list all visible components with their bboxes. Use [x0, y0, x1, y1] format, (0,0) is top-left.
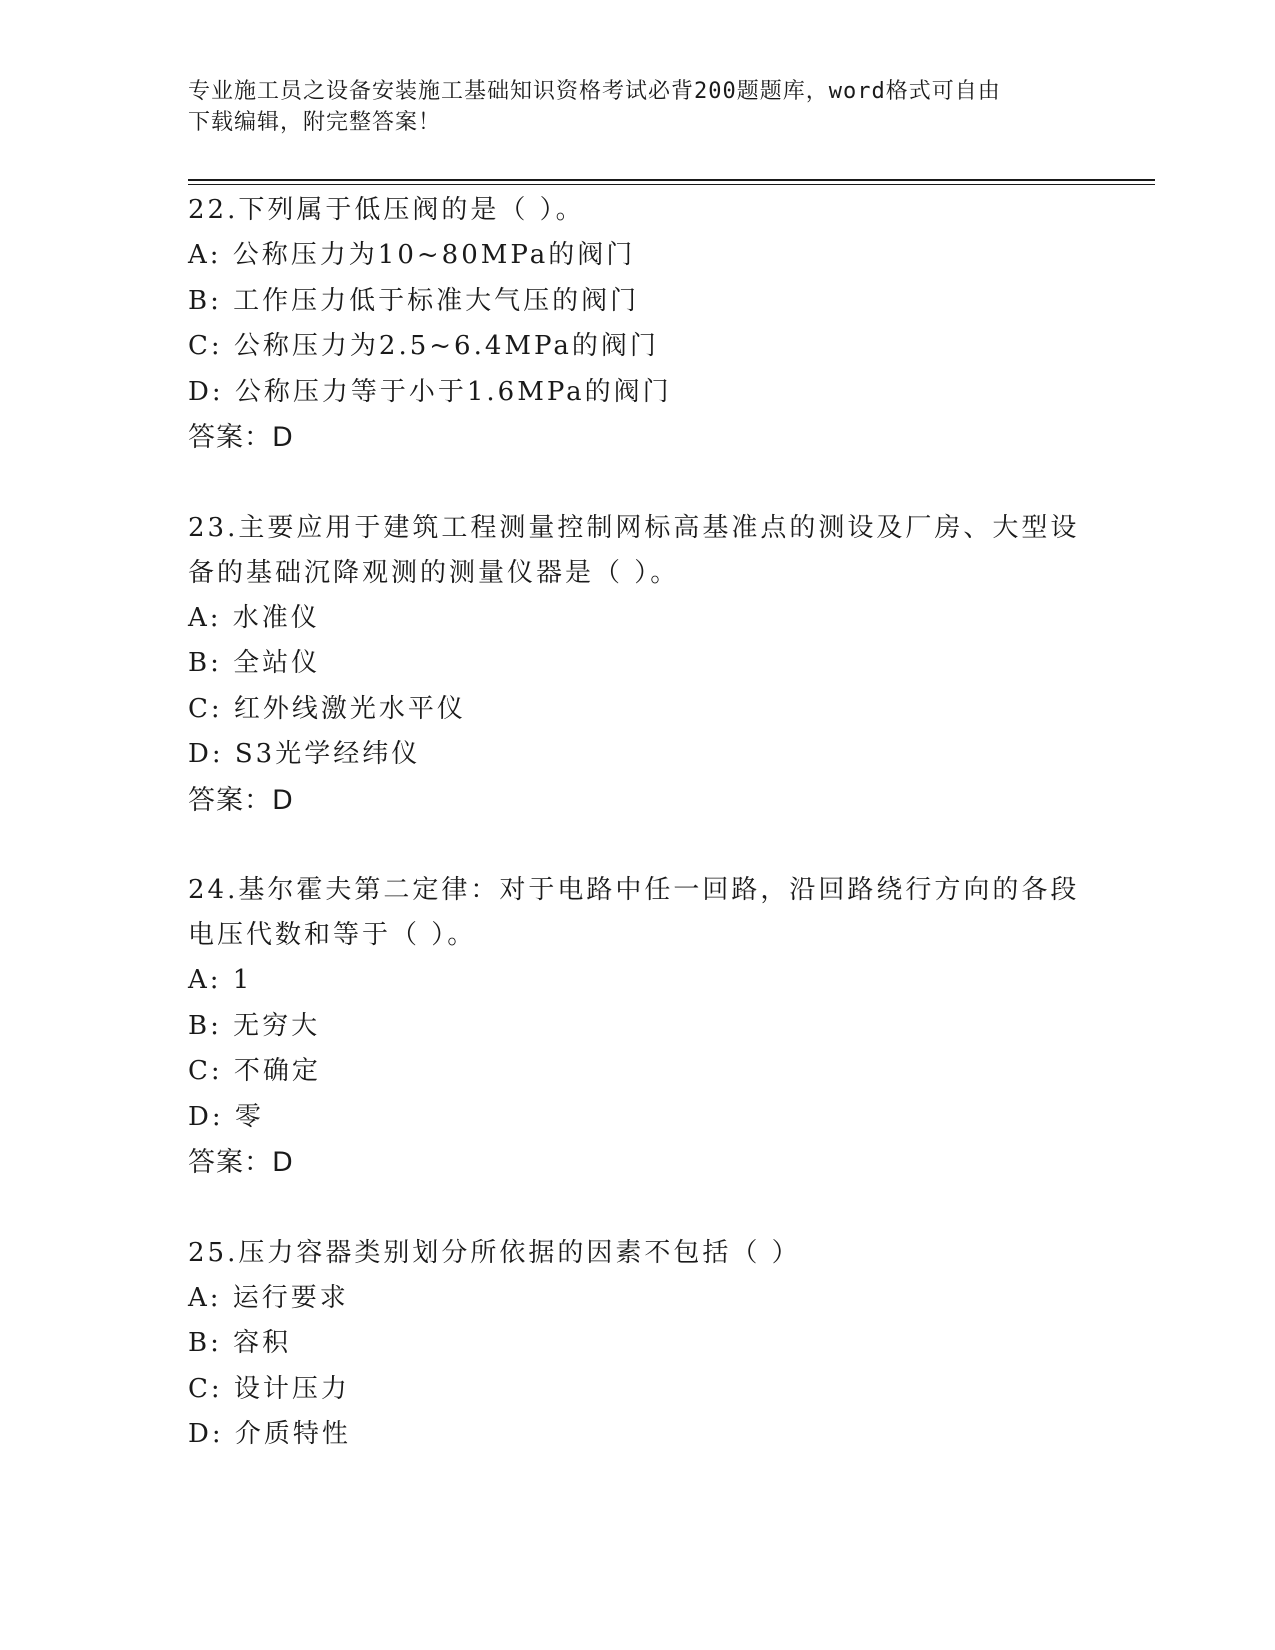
question-25 [188, 1231, 1088, 1458]
header-divider-thick [188, 179, 1155, 181]
option-c: C: 设计压力 [188, 1373, 350, 1404]
option-a: A: 公称压力为10~80MPa的阀门 [188, 240, 636, 270]
option-d: D: 零 [188, 1101, 264, 1132]
option-a: A: 运行要求 [188, 1282, 349, 1313]
question-spacer [188, 1186, 1088, 1231]
question-23 [188, 506, 1088, 824]
header-line-2: 下载编辑，附完整答案！ [188, 110, 442, 135]
option-b: B: 无穷大 [188, 1010, 321, 1041]
option-a: A: 1 [188, 965, 253, 995]
option-b: B: 容积 [188, 1328, 292, 1358]
question-list [188, 188, 1088, 1458]
question-spacer [188, 461, 1088, 506]
option-c: C: 公称压力为2.5~6.4MPa的阀门 [188, 331, 659, 361]
answer-line: 答案：D [188, 784, 294, 816]
question-title: 24.基尔霍夫第二定律：对于电路中任一回路，沿回路绕行方向的各段 [188, 875, 1080, 905]
header-line-1: 专业施工员之设备安装施工基础知识资格考试必背200题题库，word格式可自由 [188, 79, 1001, 104]
option-c: C: 不确定 [188, 1056, 321, 1086]
option-c: C: 红外线激光水平仪 [188, 693, 466, 724]
option-a: A: 水准仪 [188, 602, 320, 633]
question-24 [188, 868, 1088, 1186]
question-title: 25.压力容器类别划分所依据的因素不包括（ ） [188, 1237, 801, 1268]
option-b: B: 全站仪 [188, 648, 321, 678]
option-b: B: 工作压力低于标准大气压的阀门 [188, 285, 640, 316]
question-title: 23.主要应用于建筑工程测量控制网标高基准点的测设及厂房、大型设 [188, 512, 1080, 543]
document-header [188, 76, 1068, 138]
answer-line: 答案：D [188, 1147, 294, 1178]
question-22 [188, 188, 1088, 461]
option-d: D: S3光学经纬仪 [188, 739, 421, 769]
question-title: 22.下列属于低压阀的是（ ）。 [188, 195, 585, 225]
question-title-continued: 备的基础沉降观测的测量仪器是（ ）。 [188, 557, 680, 588]
option-d: D: 介质特性 [188, 1419, 351, 1449]
option-d: D: 公称压力等于小于1.6MPa的阀门 [188, 376, 672, 407]
question-title-continued: 电压代数和等于（ ）。 [188, 920, 477, 950]
header-divider-thin [188, 184, 1155, 185]
answer-line: 答案：D [188, 422, 294, 453]
question-spacer [188, 823, 1088, 868]
